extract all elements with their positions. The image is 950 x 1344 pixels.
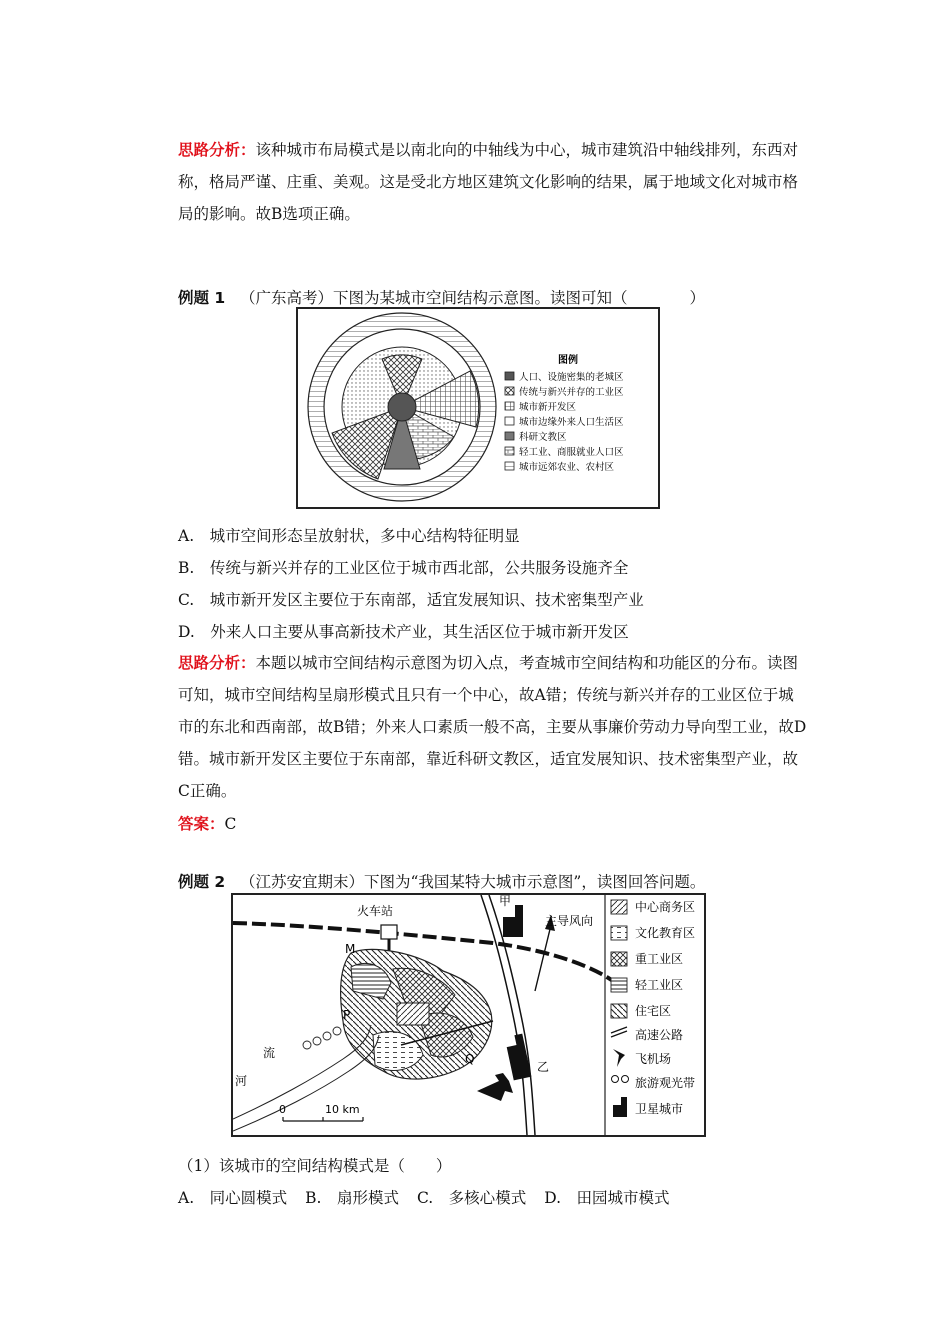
analysis-label: 思路分析： <box>178 654 256 672</box>
legend2-item: 轻工业区 <box>635 978 684 992</box>
question-1: （1）该城市的空间结构模式是（ ） <box>178 1157 452 1175</box>
legend2-item: 高速公路 <box>635 1028 684 1042</box>
example1-label: 例题 1 <box>178 289 226 307</box>
example2-question: （江苏安宜期末）下图为“我国某特大城市示意图”，读图回答问题。 <box>239 873 706 891</box>
legend2-item: 重工业区 <box>635 952 684 966</box>
example1-question: （广东高考）下图为某城市空间结构示意图。读图可知（ ） <box>239 289 705 307</box>
city-structure-diagram <box>298 309 658 507</box>
legend2-item: 旅游观光带 <box>635 1076 696 1090</box>
choice-d: D. 田园城市模式 <box>544 1189 670 1207</box>
point-q: Q <box>465 1052 475 1066</box>
legend1-item: 轻工业、商服就业人口区 <box>519 447 624 458</box>
station-label: 火车站 <box>357 904 394 918</box>
intro-text: 该种城市布局模式是以南北向的中轴线为中心，城市建筑沿中轴线排列，东西对称，格局严谨、庄重、美观。这是受北方地区建筑文化影响的结果，属于地域文化对城市格局的影响。故B选项正确。 <box>178 141 799 223</box>
option-b: B. 传统与新兴并存的工业区位于城市西北部，公共服务设施齐全 <box>178 559 629 577</box>
legend1-item: 传统与新兴并存的工业区 <box>519 387 624 398</box>
legend1-item: 科研文教区 <box>519 432 567 443</box>
example1-analysis <box>178 647 808 807</box>
city-map <box>233 895 704 1135</box>
point-p: P <box>343 1008 351 1022</box>
cbd-zone <box>397 1003 429 1025</box>
legend2-item: 飞机场 <box>635 1052 672 1066</box>
river-label-2: 流 <box>263 1046 276 1060</box>
city-structure-figure <box>296 307 660 509</box>
scale-ten: 10 km <box>325 1103 360 1116</box>
station-building <box>381 925 397 939</box>
choice-c: C. 多核心模式 <box>416 1189 527 1207</box>
legend1-item: 人口、设施密集的老城区 <box>519 372 624 383</box>
city-map-figure <box>231 893 706 1137</box>
legend2-item: 住宅区 <box>635 1004 672 1018</box>
example2-label: 例题 2 <box>178 873 226 891</box>
example2-header <box>178 870 705 892</box>
legend2-item: 文化教育区 <box>635 926 696 940</box>
question-1-choices <box>178 1186 688 1208</box>
choice-b: B. 扇形模式 <box>305 1189 399 1207</box>
intro-paragraph <box>178 134 808 230</box>
option-d: D. 外来人口主要从事高新技术产业，其生活区位于城市新开发区 <box>178 623 629 641</box>
airport-icon <box>477 1073 513 1101</box>
answer-value: C <box>224 815 237 833</box>
legend2-item: 中心商务区 <box>635 900 696 914</box>
legend1-title: 图例 <box>558 355 578 366</box>
option-a: A. 城市空间形态呈放射状，多中心结构特征明显 <box>178 527 520 545</box>
satellite-jia <box>503 905 523 937</box>
yi-label: 乙 <box>537 1060 550 1074</box>
old-town-core <box>388 393 416 421</box>
wind-label: 主导风向 <box>545 914 594 928</box>
answer-line <box>178 812 236 834</box>
jia-label: 甲 <box>499 895 512 908</box>
legend1 <box>505 371 624 473</box>
scale-bar <box>283 1117 363 1121</box>
example1-header <box>178 286 705 308</box>
tourism-belt <box>303 1027 341 1049</box>
intro-label: 思路分析： <box>178 141 256 159</box>
legend1-item: 城市边缘外来人口生活区 <box>519 417 624 428</box>
legend1-item: 城市远郊农业、农村区 <box>519 462 615 473</box>
option-c: C. 城市新开发区主要位于东南部，适宜发展知识、技术密集型产业 <box>178 591 644 609</box>
point-m: M <box>345 942 356 956</box>
analysis-text: 本题以城市空间结构示意图为切入点，考查城市空间结构和功能区的分布。读图可知，城市空间结构呈扇形模式且只有一个中心，故A错；传统与新兴并存的工业区位于城市的东北和西南部，故B错；外来人口素质一般不高，主要从事廉价劳动力导向型工业，故D错。城市新开发区主要位于东南部，靠近科研文教区，适宜发展知识、技术密集型产业，故C正确。 <box>178 654 807 800</box>
answer-label: 答案： <box>178 815 225 833</box>
scale-zero: 0 <box>279 1103 286 1116</box>
legend2 <box>611 899 695 1117</box>
legend2-item: 卫星城市 <box>635 1102 684 1116</box>
legend1-item: 城市新开发区 <box>519 402 577 413</box>
wind-arrow <box>535 925 551 991</box>
choice-a: A. 同心圆模式 <box>178 1189 288 1207</box>
river-label-1: 河 <box>235 1074 248 1088</box>
